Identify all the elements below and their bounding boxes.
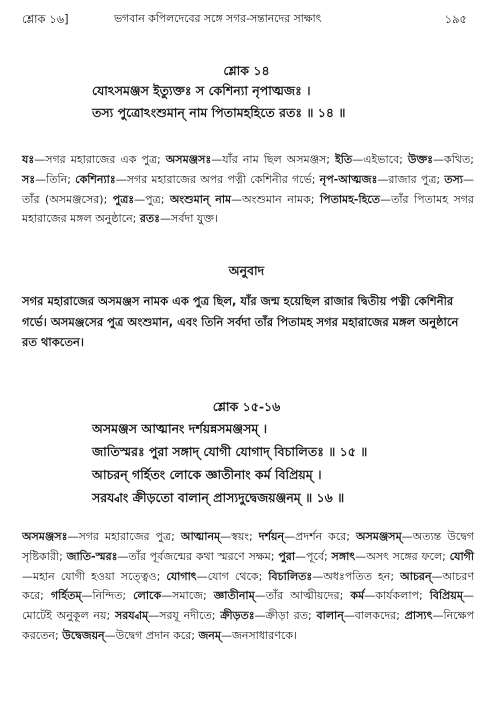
synonym-word: জাতি-স্মরঃ	[66, 549, 118, 563]
synonym-meaning: —কথিত;	[433, 153, 474, 166]
synonym-meaning: —সমাজে;	[161, 589, 214, 603]
verse-15-16-line-1: অসমঞ্জস আত্মানং দর্শয়ন্নসমঞ্জসম্ ।	[92, 421, 268, 436]
synonym-word: আত্মানম্	[180, 530, 221, 543]
synonym-meaning: —উদ্বেগ প্রদান করে;	[104, 628, 199, 642]
synonym-meaning: —তাঁর পূর্বজন্মের কথা স্মরণে সক্ষম;	[117, 549, 279, 563]
synonym-word: নৃপ-আত্মজঃ	[319, 172, 378, 186]
synonym-word: উক্তঃ	[407, 153, 434, 166]
page-number: ১৯৫	[444, 12, 467, 26]
synonym-word: বিপ্রিয়ম্	[429, 589, 463, 603]
synonym-word: কেশিন্যাঃ	[75, 172, 116, 186]
synonym-word: ক্রীড়তঃ	[220, 609, 255, 623]
verse-15-16-synonyms	[22, 527, 474, 646]
verse-14-synonyms	[22, 150, 474, 229]
header-chapter-ref: শ্লোক ১৬]	[22, 12, 69, 26]
synonym-word: পিতামহ-হিতে	[319, 192, 381, 206]
synonym-meaning: —আচরণ করে;	[22, 569, 474, 603]
synonym-word: অসমঞ্জসঃ	[165, 153, 212, 166]
synonym-meaning: —অত্যন্ত উদ্বেগ সৃষ্টিকারী;	[22, 530, 474, 563]
synonym-meaning: —মোটেই অনুকূল নয়;	[22, 589, 474, 623]
synonym-word: যোগী	[449, 549, 475, 563]
synonym-meaning: —যাঁর নাম ছিল অসমঞ্জস;	[211, 153, 336, 166]
synonym-word: পুরা	[278, 549, 296, 563]
synonym-word: আচরন্	[400, 569, 432, 583]
synonym-meaning: —অধঃপতিত হন;	[312, 569, 401, 583]
verse-15-16-heading: শ্লোক ১৫-১৬	[212, 399, 281, 414]
verse-14-heading: শ্লোক ১৪	[223, 63, 270, 78]
synonym-meaning: —নিন্দিত;	[81, 589, 134, 603]
synonym-word: অসমঞ্জসম্	[356, 530, 402, 543]
verse-14-line-2: তস্য পুত্রোঽংশুমান্ নাম পিতামহহিতে রতঃ ॥ ১৪ ॥	[92, 105, 346, 120]
verse-15-16-line-4: সরয্বাং ক্রীড়তো বালান্ প্রাস্যদুদ্বেজয়ঞ্জনম্ ॥ ১৬ ॥	[92, 490, 345, 505]
synonym-word: সরয্বাম্	[114, 609, 149, 623]
synonym-word: লোকে	[133, 589, 162, 603]
synonym-word: অসমঞ্জসঃ	[22, 530, 68, 543]
synonym-word: জ্ঞাতীনাম্	[213, 589, 255, 603]
synonym-meaning: —স্বয়ং;	[220, 530, 259, 543]
synonym-word: সঃ	[22, 172, 36, 186]
synonym-meaning: —তাঁর পিতামহ সগর মহারাজের মঙ্গল অনুষ্ঠানে;	[22, 192, 474, 226]
synonym-meaning: —সগর মহারাজের পুত্র;	[67, 530, 181, 543]
synonym-meaning: —কার্যকলাপ;	[364, 589, 430, 603]
synonym-word: প্রাস্যৎ	[404, 609, 433, 623]
synonym-meaning: —মহান যোগী হওয়া সত্ত্বেও;	[22, 569, 167, 583]
synonym-meaning: —তাঁর আত্মীয়দের;	[254, 589, 351, 603]
synonym-word: জনম্	[198, 628, 221, 642]
header-title: ভগবান কপিলদেবের সঙ্গে সগর-সন্তানদের সাক্ষাৎ	[114, 12, 322, 25]
synonym-word: সঙ্গাৎ	[331, 549, 356, 563]
synonym-meaning: —তিনি;	[35, 172, 76, 186]
synonym-meaning: —সর্বদা যুক্ত।	[160, 212, 218, 226]
synonym-meaning: —এইভাবে;	[352, 153, 408, 166]
synonym-meaning: —তাঁর (অসমঞ্জসের);	[22, 172, 474, 206]
synonym-word: যোগাৎ	[166, 569, 197, 583]
synonym-word: বিচালিতঃ	[268, 569, 313, 583]
synonym-word: দর্শয়ন্	[258, 530, 285, 543]
synonym-meaning: —অংশুমান নামক;	[231, 192, 320, 206]
synonym-meaning: —পূর্বে;	[295, 549, 332, 563]
verse-14-translation: সগর মহারাজের অসমঞ্জস নামক এক পুত্র ছিল, যাঁর জন্ম হয়েছিল রাজার দ্বিতীয় পত্নী কেশিনীর গর্ভে। অসমঞ্জসের পুত্র অংশুমান, এবং তিনি সর্বদা তাঁর পিতামহ সগর মহারাজের মঙ্গল অনুষ্ঠানে রত থাকতেন।	[22, 294, 459, 349]
synonym-word: পুত্রঃ	[112, 192, 135, 206]
synonym-meaning: —সগর মহারাজের এক পুত্র;	[34, 153, 166, 166]
synonym-meaning: —রাজার পুত্র;	[377, 172, 445, 186]
synonym-meaning: —ক্রীড়া রত;	[254, 609, 317, 623]
synonym-meaning: —যোগ থেকে;	[196, 569, 269, 583]
synonym-meaning: —সগর মহারাজের অপর পত্নী কেশিনীর গর্ভে;	[115, 172, 320, 186]
translation-heading: অনুবাদ	[228, 263, 265, 278]
synonym-meaning: —নিক্ষেপ করতেন;	[22, 609, 474, 642]
synonym-word: গর্হিতম্	[50, 589, 82, 603]
synonym-word: রতঃ	[139, 212, 161, 226]
synonym-meaning: —পুত্র;	[134, 192, 170, 206]
synonym-meaning: —প্রদর্শন করে;	[284, 530, 356, 543]
synonym-word: উদ্বেজয়ন্	[62, 628, 105, 642]
synonym-meaning: —অসৎ সঙ্গের ফলে;	[355, 549, 450, 563]
verse-14-line-1: যোঽসমঞ্জস ইত্যুক্তঃ স কেশিন্যা নৃপাত্মজঃ ।	[92, 83, 311, 98]
synonym-word: অংশুমান্ নাম	[169, 192, 232, 206]
synonym-word: যঃ	[22, 153, 35, 166]
synonym-meaning: —বালকদের;	[343, 609, 405, 623]
synonym-word: তস্য	[444, 172, 463, 186]
synonym-word: বালান্	[316, 609, 344, 623]
verse-15-16-line-2: জাতিস্মরঃ পুরা সঙ্গাদ্ যোগী যোগাদ্ বিচালিতঃ ॥ ১৫ ॥	[92, 444, 368, 459]
synonym-meaning: —সরযূ নদীতে;	[148, 609, 221, 623]
synonym-word: ইতি	[335, 153, 353, 166]
synonym-word: কর্ম	[350, 589, 365, 603]
running-header	[22, 10, 467, 28]
verse-15-16-line-3: আচরন্ গর্হিতং লোকে জ্ঞাতীনাং কর্ম বিপ্রিয়ম্ ।	[92, 467, 322, 482]
synonym-meaning: —জনসাধারণকে।	[220, 628, 297, 642]
